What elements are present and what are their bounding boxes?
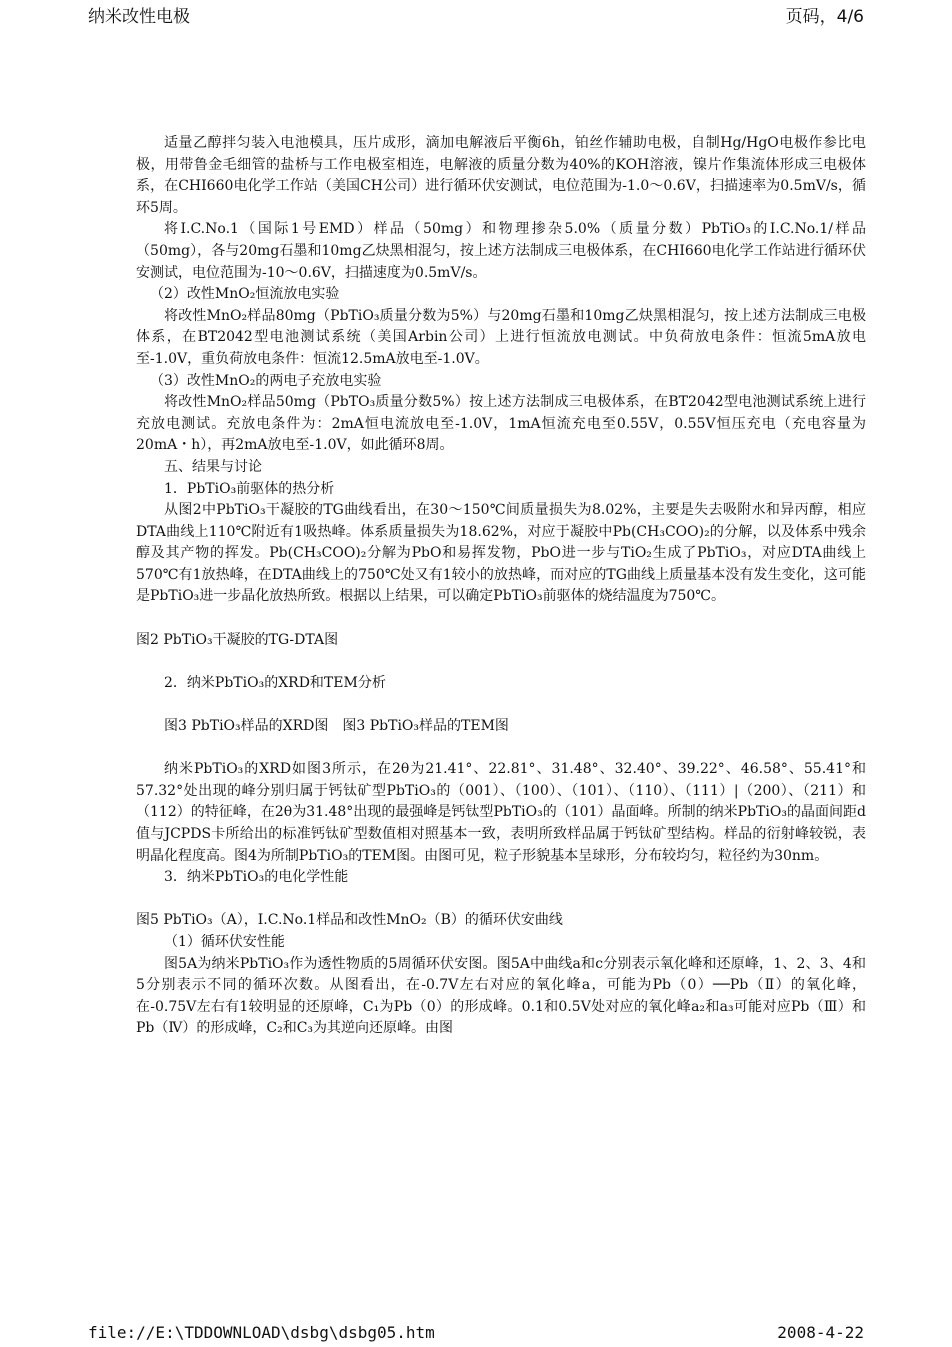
paragraph-cv-setup: 适量乙醇拌匀装入电池模具，压片成形，滴加电解液后平衡6h，铂丝作辅助电极，自制Hg/HgO电极作参比电极，用带鲁金毛细管的盐桥与工作电极室相连，电解液的质量分数为40%的KOH溶液，镍片作集流体形成三电极体系，在CHI660电化学工作站（美国CH公司）进行循环伏安测试，电位范围为-1.0～0.6V，扫描速率为0.5mV/s，循环5周。 [136,135,866,216]
header-page-number: 页码，4/6 [785,7,864,27]
paragraph-cv-performance: 图5A为纳米PbTiO₃作为透性物质的5周循环伏安图。图5A中曲线a和c分别表示氧化峰和还原峰，1、2、3、4和5分别表示不同的循环次数。从图看出，在-0.7V左右对应的氧化峰a，可能为Pb（0）──Pb（Ⅱ）的氧化峰，在-0.75V左右有1较明显的还原峰，C₁为Pb（0）的形成峰。0.1和0.5V处对应的氧化峰a₂和a₃可能对应Pb（Ⅲ）和Pb（Ⅳ）的形成峰，C₂和C₃为其逆向还原峰。由图 [136,955,866,1037]
subheading-two-electron: （3）改性MnO₂的两电子充放电实验 [150,372,382,389]
header-title: 纳米改性电极 [88,7,190,27]
subheading-cv-performance: （1）循环伏安性能 [164,933,285,950]
paragraph-sample-cv: 将I.C.No.1（国际1号EMD）样品（50mg）和物理掺杂5.0%（质量分数）PbTiO₃的I.C.No.1/样品（50mg），各与20mg石墨和10mg乙炔黑相混匀，按上述方法制成三电极体系，在CHI660电化学工作站进行循环伏安测试，电位范围为-10～0.6V，扫描速度为0.5mV/s。 [136,221,866,281]
subheading-xrd-tem: 2．纳米PbTiO₃的XRD和TEM分析 [164,674,386,691]
paragraph-constant-discharge: 将改性MnO₂样品80mg（PbTiO₃质量分数为5%）与20mg石墨和10mg乙炔黑相混匀，按上述方法制成三电极体系，在BT2042型电池测试系统（美国Arbin公司）上进行恒流放电测试。中负荷放电条件：恒流5mA放电至-1.0V，重负荷放电条件：恒流12.5mA放电至-1.0V。 [136,307,866,367]
subheading-thermal-analysis: 1．PbTiO₃前驱体的热分析 [164,480,335,497]
paragraph-xrd-analysis: 纳米PbTiO₃的XRD如图3所示，在2θ为21.41°、22.81°、31.48°、32.40°、39.22°、46.58°、55.41°和57.32°处出现的峰分别归属于钙钛矿型PbTiO₃的（001）、（100）、（101）、（110）、（111）|（200）、（211）和（112）的特征峰，在2θ为31.48°出现的最强峰是钙钛型PbTiO₃的（101）晶面峰。所制的纳米PbTiO₃的晶面间距d值与JCPDS卡所给出的标准钙钛矿型数值相对照基本一致，表明所致样品属于钙钛矿型结构。样品的衍射峰较锐，表明晶化程度高。图4为所制PbTiO₃的TEM图。由图可见，粒子形貌基本呈球形，分布较均匀，粒径约为30nm。 [136,761,866,864]
paragraph-thermal-analysis: 从图2中PbTiO₃干凝胶的TG曲线看出，在30～150℃间质量损失为8.02%，主要是失去吸附水和异丙醇，相应DTA曲线上110℃附近有1吸热峰。体系质量损失为18.62%，对应于凝胶中Pb(CH₃COO)₂的分解，以及体系中残余醇及其产物的挥发。Pb(CH₃COO)₂分解为PbO和易挥发物，PbO进一步与TiO₂生成了PbTiO₃，对应DTA曲线上570℃有1放热峰，在DTA曲线上的750℃处又有1较小的放热峰，而对应的TG曲线上质量基本没有发生变化，这可能是PbTiO₃进一步晶化放热所致。根据以上结果，可以确定PbTiO₃前驱体的烧结温度为750℃。 [136,502,866,605]
document-body [136,133,866,1040]
subheading-constant-discharge: （2）改性MnO₂恒流放电实验 [150,286,340,303]
footer-file-path: file://E:\TDDOWNLOAD\dsbg\dsbg05.htm [88,1323,435,1342]
footer-date: 2008-4-22 [777,1323,864,1342]
figure-caption-5: 图5 PbTiO₃（A），I.C.No.1样品和改性MnO₂（B）的循环伏安曲线 [136,912,563,929]
paragraph-two-electron: 将改性MnO₂样品50mg（PbTO₃质量分数5%）按上述方法制成三电极体系，在BT2042型电池测试系统上进行充放电测试。充放电条件为：2mA恒电流放电至-1.0V，1mA恒流充电至0.55V，0.55V恒压充电（充电容量为20mA・h），再2mA放电至-1.0V，如此循环8周。 [136,394,866,454]
figure-caption-3: 图3 PbTiO₃样品的XRD图 图3 PbTiO₃样品的TEM图 [164,718,509,735]
section-heading-results: 五、结果与讨论 [164,458,262,475]
subheading-electrochemical: 3．纳米PbTiO₃的电化学性能 [164,869,349,886]
figure-caption-2: 图2 PbTiO₃干凝胶的TG-DTA图 [136,631,339,648]
